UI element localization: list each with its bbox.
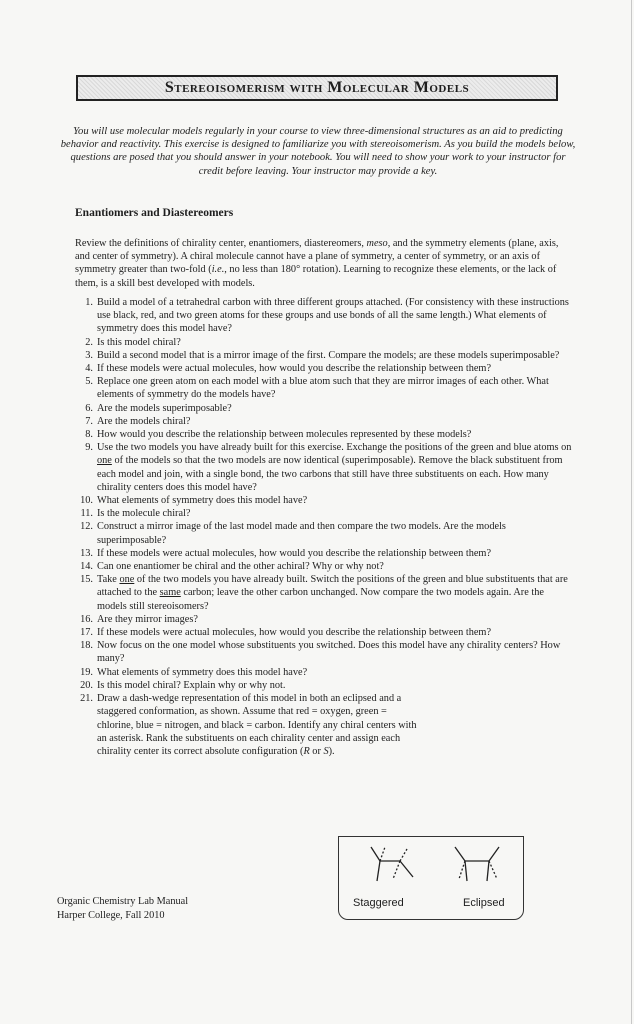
page-title: Stereoisomerism with Molecular Models	[164, 79, 470, 96]
eclipsed-structure	[443, 839, 513, 897]
staggered-structure	[355, 839, 425, 897]
conformation-figure	[338, 836, 524, 920]
step-item: 5. Replace one green atom on each model with a blue atom such that they are mirror images of each other. What elements of symmetry do the models have?	[85, 376, 549, 401]
step-item: 1. Build a model of a tetrahedral carbon with three different groups attached. (For consistency with these instructions use black, red, and two green atoms for these groups and use bonds of all the same length.) What elements of symmetry does this model have?	[85, 297, 569, 335]
step-item: 14. Can one enantiomer be chiral and the other achiral? Why or why not?	[80, 561, 384, 573]
step-list	[75, 296, 575, 758]
footer-line-2: Harper College, Fall 2010	[57, 909, 165, 921]
step-item: 19. What elements of symmetry does this model have?	[80, 666, 308, 678]
step-item: 8. How would you describe the relationship between molecules represented by these models?	[85, 429, 472, 441]
eclipsed-label: Eclipsed	[463, 897, 505, 909]
footer	[57, 895, 188, 922]
step-item: 9. Use the two models you have already built for this exercise. Exchange the positions of the green and blue atoms on one of the models so that the two models are now identical (superimposable). Remove the black substituent from each model and join, with a single bond, the two carbons that still have three substituents on each. How many chirality centers does this model have?	[85, 442, 572, 493]
step-item: 16. Are they mirror images?	[80, 613, 198, 625]
step-item: 13. If these models were actual molecules, how would you describe the relationship between them?	[80, 547, 492, 559]
step-item: 17. If these models were actual molecules, how would you describe the relationship between them?	[80, 627, 492, 639]
step-item: 6. Are the models superimposable?	[85, 402, 232, 414]
step-item: 10. What elements of symmetry does this model have?	[80, 495, 308, 507]
step-item: 2. Is this model chiral?	[85, 336, 181, 348]
review-ie: i.e.	[211, 264, 225, 276]
step-item: 11. Is the molecule chiral?	[80, 508, 191, 520]
step-item: 4. If these models were actual molecules, how would you describe the relationship between them?	[85, 363, 492, 375]
review-paragraph	[75, 237, 575, 290]
footer-line-1: Organic Chemistry Lab Manual	[57, 896, 189, 907]
intro-paragraph: You will use molecular models regularly in your course to view three-dimensional structures as an aid to predicting behavior and reactivity. This exercise is designed to familiarize you with stereoisomerism. As you build the models below, questions are posed that you should answer in your notebook. You will need to show your work to your instructor for credit before leaving. Your instructor may provide a key.	[60, 126, 576, 177]
review-text-3: , no less than 180° rotation). Learning to recognize these elements, or the lack of them, is a skill best developed with models.	[75, 264, 557, 289]
step-item: 7. Are the models chiral?	[85, 415, 191, 427]
step-item: 15. Take one of the two models you have already built. Switch the positions of the green and blue substituents that are attached to the same carbon; leave the other carbon unchanged. Now compare the two models again. Are the models still stereoisomers?	[80, 574, 568, 612]
review-text-1: Review the definitions of chirality center, enantiomers, diastereomers,	[75, 238, 367, 249]
page-edge-line	[631, 0, 632, 1024]
step-item: 12. Construct a mirror image of the last model made and then compare the two models. Are the models superimposable?	[80, 521, 506, 546]
title-banner	[76, 75, 558, 101]
staggered-label: Staggered	[353, 897, 404, 909]
section-heading: Enantiomers and Diastereomers	[75, 207, 234, 219]
review-meso: meso	[366, 238, 388, 249]
step-item: 21. Draw a dash-wedge representation of this model in both an eclipsed and a staggered conformation, as shown. Assume that red = oxygen, green = chlorine, blue = nitrogen, and black = carbon. Identify any chiral centers with an asterisk. Rank the substituents on each chirality center and assign each chirality center its correct absolute configuration (R or S).	[80, 693, 417, 757]
step-item: 3. Build a second model that is a mirror image of the first. Compare the models; are these models superimposable?	[85, 349, 560, 361]
step-item: 18. Now focus on the one model whose substituents you switched. Does this model have any chirality centers? How many?	[80, 640, 561, 665]
step-item: 20. Is this model chiral? Explain why or why not.	[80, 679, 286, 691]
review-text-2: , and the symmetry elements (plane, axis, and center of symmetry). A chiral molecule cannot have a plane of symmetry, a center of symmetry, or an axis of symmetry greater than two-fold (	[75, 238, 559, 276]
